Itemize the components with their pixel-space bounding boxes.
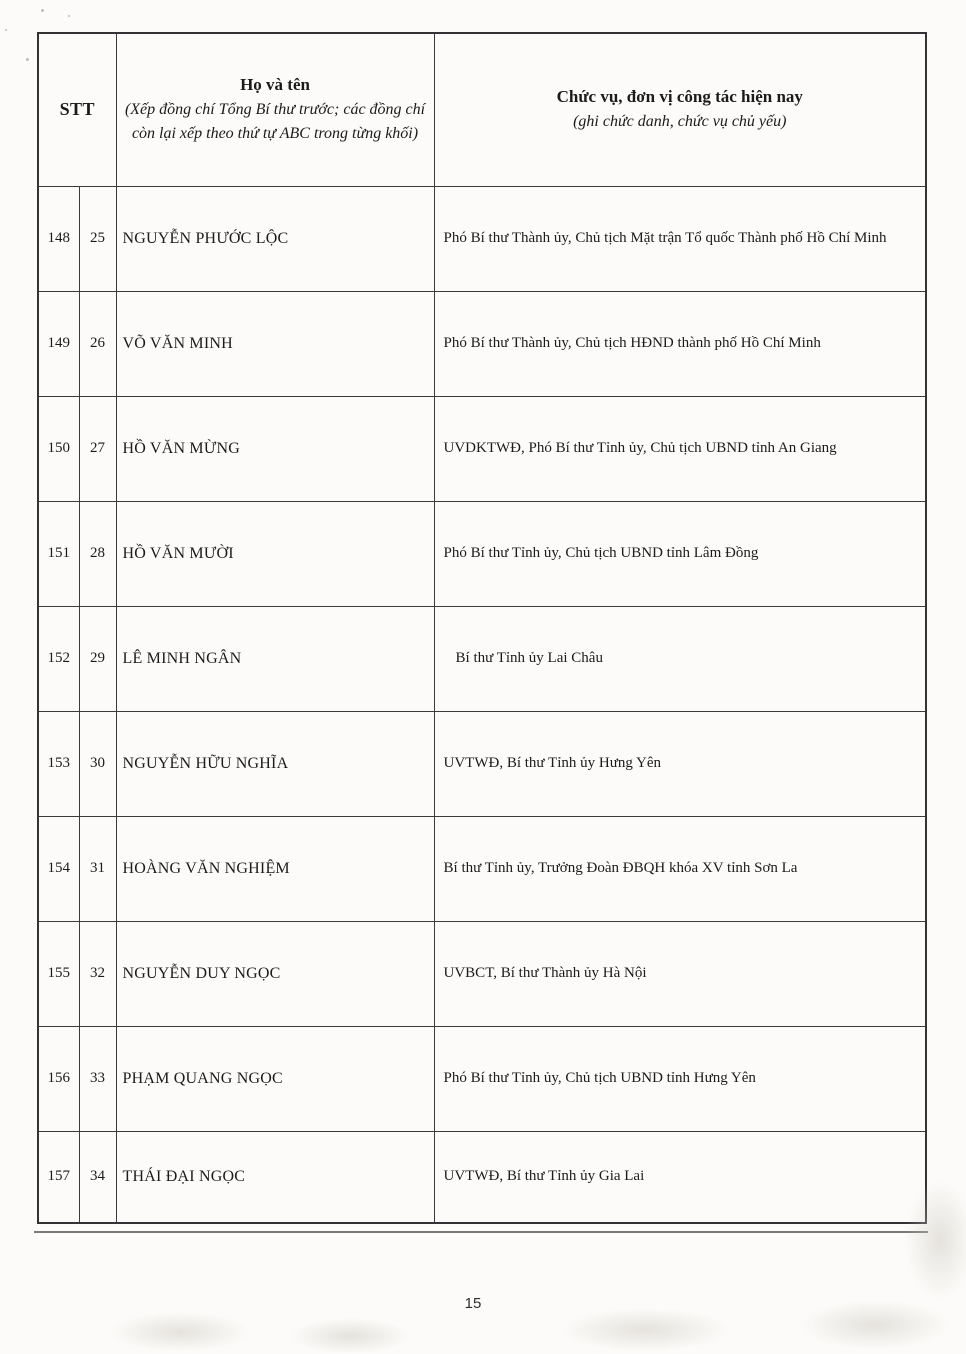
scan-speck <box>5 29 7 31</box>
row-name: LÊ MINH NGÂN <box>116 606 434 711</box>
row-stt: 157 <box>38 1131 79 1223</box>
row-sub-no: 27 <box>79 396 116 501</box>
row-name: VÕ VĂN MINH <box>116 291 434 396</box>
scan-smudge <box>560 1308 730 1352</box>
row-name: HỒ VĂN MƯỜI <box>116 501 434 606</box>
row-stt: 149 <box>38 291 79 396</box>
header-position-note: (ghi chức danh, chức vụ chủ yếu) <box>573 113 787 131</box>
row-name: HOÀNG VĂN NGHIỆM <box>116 816 434 921</box>
row-sub-no: 25 <box>79 186 116 291</box>
row-sub-no: 26 <box>79 291 116 396</box>
row-stt: 153 <box>38 711 79 816</box>
row-position: UVDKTWĐ, Phó Bí thư Tỉnh ủy, Chủ tịch UBND tỉnh An Giang <box>434 396 926 501</box>
row-stt: 154 <box>38 816 79 921</box>
row-name: HỒ VĂN MỪNG <box>116 396 434 501</box>
table-row <box>38 921 926 1026</box>
row-position: UVTWĐ, Bí thư Tỉnh ủy Hưng Yên <box>434 711 926 816</box>
row-position: UVBCT, Bí thư Thành ủy Hà Nội <box>434 921 926 1026</box>
header-name <box>116 33 434 186</box>
scan-speck <box>68 15 70 17</box>
row-position: Bí thư Tỉnh ủy, Trưởng Đoàn ĐBQH khóa XV tỉnh Sơn La <box>434 816 926 921</box>
row-stt: 151 <box>38 501 79 606</box>
row-name: NGUYỄN PHƯỚC LỘC <box>116 186 434 291</box>
row-position: Phó Bí thư Tỉnh ủy, Chủ tịch UBND tỉnh Lâm Đồng <box>434 501 926 606</box>
row-stt: 156 <box>38 1026 79 1131</box>
table-row <box>38 396 926 501</box>
row-name: NGUYỄN HỮU NGHĨA <box>116 711 434 816</box>
table-bottom-rule <box>34 1231 928 1233</box>
row-sub-no: 30 <box>79 711 116 816</box>
table-row <box>38 291 926 396</box>
row-sub-no: 34 <box>79 1131 116 1223</box>
table-row <box>38 1131 926 1223</box>
scan-speck <box>26 58 29 61</box>
row-sub-no: 32 <box>79 921 116 1026</box>
header-position <box>434 33 926 186</box>
table-row <box>38 606 926 711</box>
scan-smudge <box>290 1318 410 1354</box>
scan-smudge <box>110 1312 250 1352</box>
header-name-title: Họ và tên <box>240 75 310 95</box>
table-row <box>38 816 926 921</box>
row-sub-no: 28 <box>79 501 116 606</box>
row-stt: 148 <box>38 186 79 291</box>
row-position: Phó Bí thư Thành ủy, Chủ tịch HĐND thành phố Hồ Chí Minh <box>434 291 926 396</box>
row-name: THÁI ĐẠI NGỌC <box>116 1131 434 1223</box>
table-row <box>38 186 926 291</box>
officials-table <box>37 32 927 1224</box>
row-stt: 150 <box>38 396 79 501</box>
table-row <box>38 1026 926 1131</box>
row-name: NGUYỄN DUY NGỌC <box>116 921 434 1026</box>
row-name: PHẠM QUANG NGỌC <box>116 1026 434 1131</box>
table-header-row <box>38 33 926 186</box>
row-position: Phó Bí thư Tỉnh ủy, Chủ tịch UBND tỉnh Hưng Yên <box>434 1026 926 1131</box>
row-stt: 155 <box>38 921 79 1026</box>
table-row <box>38 501 926 606</box>
table-row <box>38 711 926 816</box>
scan-speck <box>41 9 44 12</box>
row-sub-no: 31 <box>79 816 116 921</box>
page-number: 15 <box>464 1295 482 1312</box>
header-stt: STT <box>38 33 116 186</box>
row-position: Phó Bí thư Thành ủy, Chủ tịch Mặt trận Tổ quốc Thành phố Hồ Chí Minh <box>434 186 926 291</box>
row-sub-no: 29 <box>79 606 116 711</box>
row-position: UVTWĐ, Bí thư Tỉnh ủy Gia Lai <box>434 1131 926 1223</box>
row-stt: 152 <box>38 606 79 711</box>
row-sub-no: 33 <box>79 1026 116 1131</box>
header-name-note: (Xếp đồng chí Tổng Bí thư trước; các đồng chí còn lại xếp theo thứ tự ABC trong từng khối) <box>124 101 426 143</box>
header-position-title: Chức vụ, đơn vị công tác hiện nay <box>556 87 803 107</box>
row-position: Bí thư Tỉnh ủy Lai Châu <box>434 606 926 711</box>
